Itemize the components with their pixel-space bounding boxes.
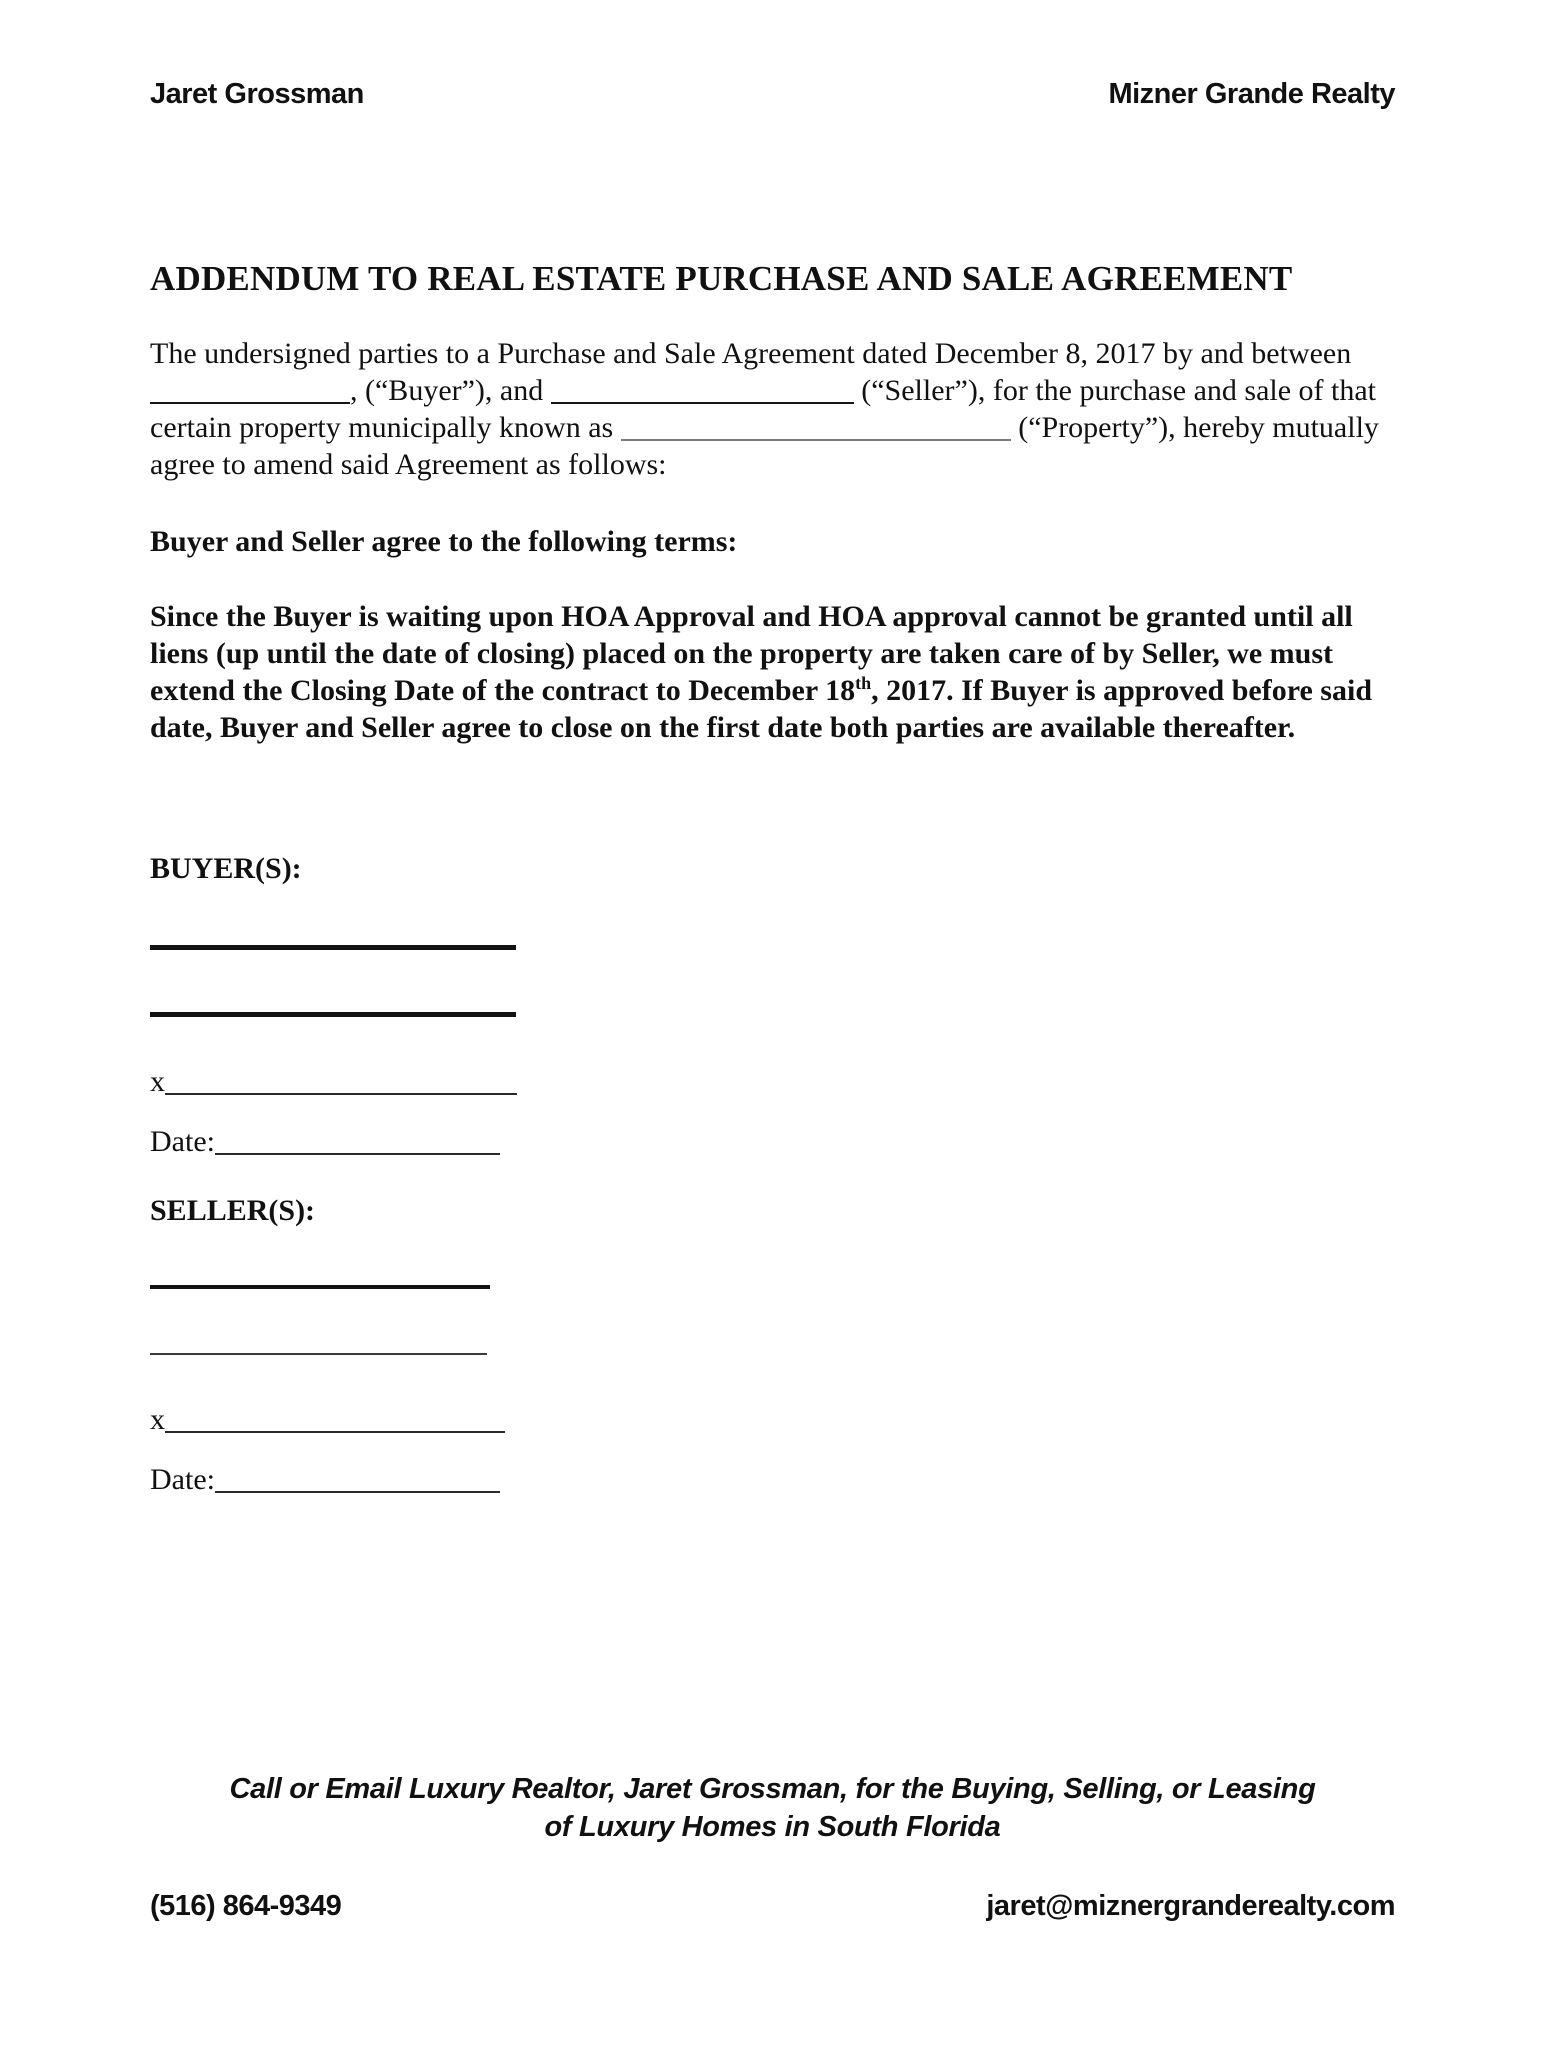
header-company-name: Mizner Grande Realty: [1108, 78, 1395, 110]
seller-date-row: [150, 1461, 1395, 1498]
terms-heading: Buyer and Seller agree to the following terms:: [150, 525, 738, 558]
seller-x-label: x: [150, 1403, 165, 1436]
document-title: ADDENDUM TO REAL ESTATE PURCHASE AND SALE AGREEMENT: [150, 259, 1293, 298]
seller-signature-line-2: [150, 1353, 487, 1355]
seller-x-signature-line: [165, 1431, 505, 1433]
buyer-signature-line-2: [150, 1012, 516, 1017]
fill-in-blank-line: [551, 402, 854, 404]
buyer-section-heading: BUYER(S):: [150, 852, 302, 885]
footer-phone-number: (516) 864-9349: [150, 1890, 342, 1922]
fill-in-blank-line: [621, 439, 1011, 441]
intro-paragraph: The undersigned parties to a Purchase and Sale Agreement dated December 8, 2017 by and between , (“Buyer”), and (“Seller”), for the purchase and sale of that certain property municipally known as (“Property”), hereby mutually agree to amend said Agreement as follows:: [150, 337, 1379, 481]
buyer-x-label: x: [150, 1065, 165, 1098]
page-header: [150, 78, 1395, 111]
seller-section-heading: SELLER(S):: [150, 1194, 316, 1227]
buyer-x-row: [150, 1063, 1395, 1100]
fill-in-blank-line: [150, 402, 350, 404]
buyer-date-line: [215, 1153, 500, 1155]
seller-x-row: [150, 1401, 1395, 1438]
seller-date-line: [215, 1491, 500, 1493]
buyer-x-signature-line: [165, 1093, 517, 1095]
terms-paragraph: Since the Buyer is waiting upon HOA Approval and HOA approval cannot be granted until all liens (up until the date of closing) placed on the property are taken care of by Seller, we must extend the Closing Date of the contract to December 18th, 2017. If Buyer is approved before said date, Buyer and Seller agree to close on the first date both parties are available thereafter.: [150, 600, 1372, 744]
seller-date-label: Date:: [150, 1463, 215, 1496]
buyer-date-label: Date:: [150, 1125, 215, 1158]
footer-contact-row: [150, 1890, 1395, 1923]
seller-signature-line-1: [150, 1285, 490, 1289]
footer-tagline: [150, 1770, 1395, 1846]
buyer-date-row: [150, 1123, 1395, 1160]
header-agent-name: Jaret Grossman: [150, 78, 364, 110]
footer-email-address: jaret@miznergranderealty.com: [986, 1890, 1395, 1922]
footer-tagline-text: Call or Email Luxury Realtor, Jaret Grossman, for the Buying, Selling, or Leasing of Luxury Homes in South Florida: [229, 1773, 1316, 1843]
buyer-signature-line-1: [150, 945, 516, 950]
